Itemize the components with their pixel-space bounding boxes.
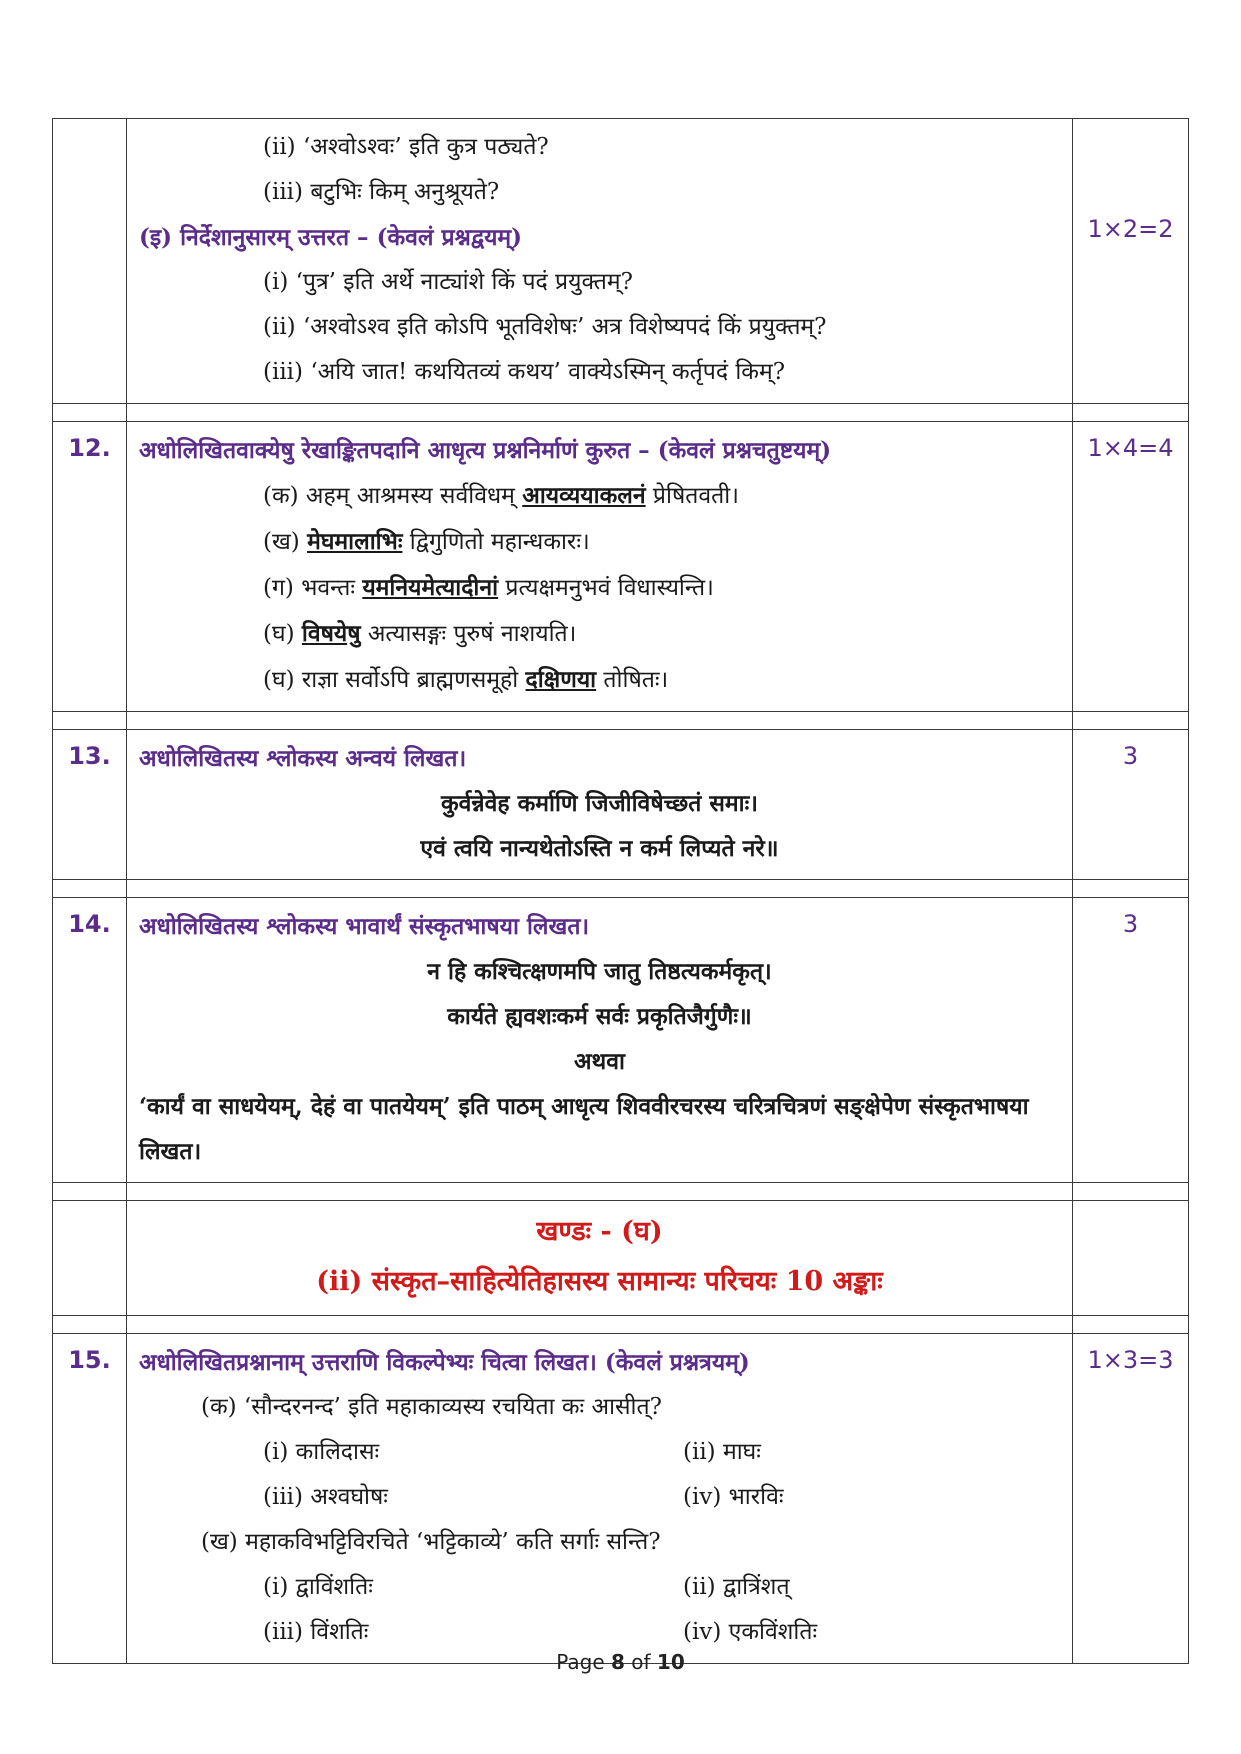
sub-question: (iii) बटुभिः किम् अनुश्रूयते? [263, 179, 500, 205]
or-label: अथवा [573, 1048, 625, 1075]
marks: 3 [1122, 910, 1139, 938]
sub-question: (iii) ‘अयि जात! कथयितव्यं कथय’ वाक्येऽस्मिन् कर्तृपदं किम्? [263, 359, 786, 385]
verse-line: एवं त्वयि नान्यथेतोऽस्ति न कर्म लिप्यते नरे॥ [420, 835, 779, 862]
section-row [53, 1201, 1189, 1316]
option: (iii) विंशतिः [263, 1619, 369, 1645]
block-11-row [53, 119, 1189, 404]
question-number: 13. [53, 730, 127, 880]
body-cell [127, 1334, 1073, 1664]
underlined-word: दक्षिणया [525, 666, 597, 693]
mcq-question: (क) ‘सौन्दरनन्द’ इति महाकाव्यस्य रचयिता कः आसीत्? [201, 1394, 662, 1420]
mcq-options [139, 1610, 1060, 1655]
marks: 1×2=2 [1087, 215, 1174, 243]
total-pages: 10 [656, 1650, 685, 1674]
option: (iv) एकविंशतिः [683, 1619, 818, 1645]
underlined-word: यमनियमेत्यादीनां [362, 574, 499, 601]
alternative-question: ‘कार्यं वा साधयेयम्, देहं वा पातयेयम्’ इति पाठम् आधृत्य शिववीरचरस्य चरित्रचित्रणं सङ्क्षेपेण संस्कृतभाषया लिखत। [139, 1093, 1029, 1165]
underlined-word: आयव्ययाकलनं [522, 482, 646, 509]
mcq-options [139, 1430, 1060, 1475]
sentence-item: (क) अहम् आश्रमस्य सर्वविधम् आयव्ययाकलनं प्रेषितवती। [263, 482, 739, 509]
question-heading: अधोलिखितप्रश्नानाम् उत्तराणि विकल्पेभ्यः चित्वा लिखत। (केवलं प्रश्नत्रयम्) [139, 1349, 750, 1376]
spacer-row [53, 1316, 1189, 1334]
sentence-item: (घ) विषयेषु अत्यासङ्गः पुरुषं नाशयति। [263, 620, 577, 647]
spacer-row [53, 880, 1189, 898]
question-heading: अधोलिखितस्य श्लोकस्य अन्वयं लिखत। [139, 745, 467, 772]
option: (ii) द्वात्रिंशत् [683, 1574, 790, 1600]
question-heading: अधोलिखितवाक्येषु रेखाङ्कितपदानि आधृत्य प्रश्ननिर्माणं कुरुत – (केवलं प्रश्नचतुष्टयम्) [139, 437, 832, 464]
sentence-item: (ग) भवन्तः यमनियमेत्यादीनां प्रत्यक्षमनुभवं विधास्यन्ति। [263, 574, 714, 601]
section-subtitle: (ii) संस्कृत–साहित्येतिहासस्य सामान्यः परिचयः 10 अङ्काः [316, 1266, 883, 1297]
question-number: 14. [53, 898, 127, 1183]
marks-cell [1073, 1201, 1189, 1316]
option: (iv) भारविः [683, 1484, 784, 1510]
marks: 1×3=3 [1087, 1346, 1174, 1374]
marks-cell [1073, 119, 1189, 404]
option: (ii) माघः [683, 1439, 761, 1465]
question-number: 12. [53, 422, 127, 712]
body-cell [127, 898, 1073, 1183]
body-cell [127, 422, 1073, 712]
underlined-word: मेघमालाभिः [307, 528, 403, 555]
sub-question: (i) ‘पुत्र’ इति अर्थे नाट्यांशे किं पदं प्रयुक्तम्? [263, 269, 634, 295]
question-heading: अधोलिखितस्य श्लोकस्य भावार्थं संस्कृतभाषया लिखत। [139, 913, 590, 940]
option: (iii) अश्वघोषः [263, 1484, 388, 1510]
question-13-row [53, 730, 1189, 880]
number-cell [53, 119, 127, 404]
marks-cell [1073, 422, 1189, 712]
marks-cell [1073, 730, 1189, 880]
spacer-row [53, 712, 1189, 730]
sentence-item: (घ) राज्ञा सर्वोऽपि ब्राह्मणसमूहो दक्षिणया तोषितः। [263, 666, 669, 693]
body-cell [127, 1201, 1073, 1316]
section-heading: (इ) निर्देशानुसारम् उत्तरत – (केवलं प्रश्नद्वयम्) [139, 224, 523, 251]
spacer-row [53, 1183, 1189, 1201]
question-number: 15. [53, 1334, 127, 1664]
marks-cell [1073, 898, 1189, 1183]
spacer-row [53, 404, 1189, 422]
mcq-options [139, 1565, 1060, 1610]
current-page: 8 [611, 1650, 625, 1674]
mcq-question: (ख) महाकविभट्टिविरचिते ‘भट्टिकाव्ये’ कति सर्गाः सन्ति? [201, 1529, 661, 1555]
marks: 1×4=4 [1087, 434, 1174, 462]
verse-line: न हि कश्चित्क्षणमपि जातु तिष्ठत्यकर्मकृत्। [427, 958, 772, 985]
verse-line: कार्यते ह्यवशःकर्म सर्वः प्रकृतिजैर्गुणैः॥ [447, 1003, 752, 1030]
section-title: खण्डः - (घ) [536, 1216, 663, 1247]
question-15-row [53, 1334, 1189, 1664]
question-table [52, 118, 1189, 1664]
question-12-row [53, 422, 1189, 712]
number-cell [53, 1201, 127, 1316]
mcq-options [139, 1475, 1060, 1520]
body-cell [127, 730, 1073, 880]
option: (i) द्वाविंशतिः [263, 1574, 373, 1600]
marks: 3 [1122, 742, 1139, 770]
sub-question: (ii) ‘अश्वोऽश्वः’ इति कुत्र पठ्यते? [263, 134, 549, 160]
underlined-word: विषयेषु [301, 620, 361, 647]
verse-line: कुर्वन्नेवेह कर्माणि जिजीविषेच्छतं समाः। [441, 790, 758, 817]
body-cell [127, 119, 1073, 404]
sentence-item: (ख) मेघमालाभिः द्विगुणितो महान्धकारः। [263, 528, 590, 555]
question-14-row [53, 898, 1189, 1183]
marks-cell [1073, 1334, 1189, 1664]
sub-question: (ii) ‘अश्वोऽश्व इति कोऽपि भूतविशेषः’ अत्र विशेष्यपदं किं प्रयुक्तम्? [263, 314, 827, 340]
option: (i) कालिदासः [263, 1439, 380, 1465]
page-footer: Page 8 of 10 [556, 1650, 685, 1674]
